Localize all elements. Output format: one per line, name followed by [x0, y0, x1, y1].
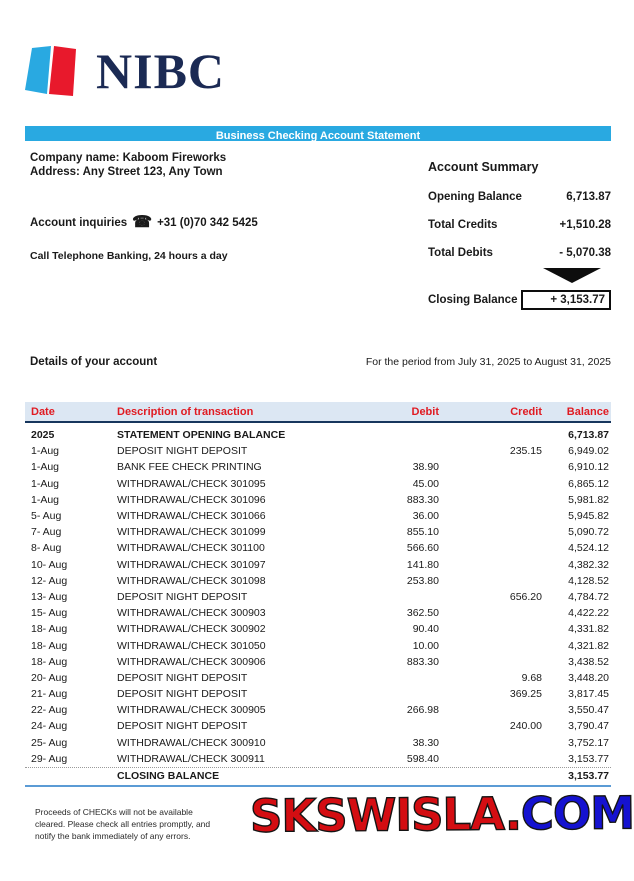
cell-description: DEPOSIT NIGHT DEPOSIT [117, 590, 248, 603]
opening-balance-value: 6,713.87 [566, 191, 611, 203]
cell-description: WITHDRAWAL/CHECK 301100 [117, 542, 265, 555]
cell-description: WITHDRAWAL/CHECK 300903 [117, 607, 266, 620]
summary-row-closing [428, 290, 611, 310]
table-row [25, 670, 611, 686]
table-row [25, 751, 611, 767]
cell-debit: 38.30 [412, 736, 439, 749]
closing-balance-value: + 3,153.77 [521, 290, 611, 310]
cell-debit: 566.60 [406, 542, 439, 555]
table-row [25, 443, 611, 459]
cell-debit: 266.98 [406, 704, 439, 717]
cell-credit: 656.20 [509, 590, 542, 603]
cell-balance: 3,817.45 [568, 688, 609, 701]
account-summary [428, 160, 611, 306]
cell-debit: 883.30 [406, 493, 439, 506]
cell-description: STATEMENT OPENING BALANCE [117, 429, 286, 442]
details-heading-row [30, 356, 611, 368]
opening-balance-label: Opening Balance [428, 191, 522, 203]
table-row [25, 735, 611, 751]
cell-debit: 10.00 [412, 639, 439, 652]
cell-date: 22- Aug [31, 704, 68, 717]
table-row [25, 637, 611, 653]
cell-date: 8- Aug [31, 542, 62, 555]
statement-period: For the period from July 31, 2025 to August 31, 2025 [365, 356, 611, 368]
total-debits-label: Total Debits [428, 247, 493, 259]
cell-date: 18- Aug [31, 655, 68, 668]
cell-date: 1-Aug [31, 445, 60, 458]
cell-debit: 598.40 [406, 752, 439, 765]
table-row [25, 524, 611, 540]
cell-balance: 5,090.72 [568, 526, 609, 539]
cell-description: BANK FEE CHECK PRINTING [117, 461, 262, 474]
cell-description: WITHDRAWAL/CHECK 301095 [117, 477, 266, 490]
cell-balance: 3,438.52 [568, 655, 609, 668]
cell-balance: 5,945.82 [568, 510, 609, 523]
cell-debit: 90.40 [412, 623, 439, 636]
cell-balance: 4,321.82 [568, 639, 609, 652]
cell-balance: 4,524.12 [568, 542, 609, 555]
cell-balance: 3,790.47 [568, 720, 609, 733]
disclaimer-line-1: Proceeds of CHECKs will not be available [35, 807, 193, 817]
bank-logo [20, 44, 225, 98]
closing-balance-label: Closing Balance [428, 294, 518, 306]
cell-description: WITHDRAWAL/CHECK 301050 [117, 639, 266, 652]
table-row [25, 557, 611, 573]
table-row [25, 573, 611, 589]
table-row [25, 508, 611, 524]
cell-description: DEPOSIT NIGHT DEPOSIT [117, 445, 248, 458]
cell-balance: 6,949.02 [568, 445, 609, 458]
cell-balance: 3,448.20 [568, 671, 609, 684]
cell-date: 18- Aug [31, 639, 68, 652]
cell-balance: 6,910.12 [568, 461, 609, 474]
account-inquiries [30, 214, 258, 231]
cell-balance: 4,382.32 [568, 558, 609, 571]
statement-title-banner [25, 126, 611, 141]
cell-balance: 6,713.87 [568, 429, 609, 442]
cell-date: 29- Aug [31, 752, 68, 765]
cell-description: WITHDRAWAL/CHECK 301096 [117, 493, 266, 506]
cell-description: WITHDRAWAL/CHECK 300911 [117, 752, 265, 765]
cell-balance: 3,550.47 [568, 704, 609, 717]
cell-debit: 36.00 [412, 510, 439, 523]
table-row [25, 492, 611, 508]
cell-description: DEPOSIT NIGHT DEPOSIT [117, 720, 248, 733]
table-row [25, 686, 611, 702]
cell-date: 5- Aug [31, 510, 62, 523]
summary-row-opening [428, 191, 611, 203]
transactions-table [25, 402, 611, 787]
table-row [25, 459, 611, 475]
disclaimer-line-2: cleared. Please check all entries promptly, and [35, 819, 211, 829]
summary-arrow-down-icon [543, 268, 601, 283]
cell-debit: 253.80 [406, 574, 439, 587]
cell-description: DEPOSIT NIGHT DEPOSIT [117, 671, 248, 684]
cell-description: WITHDRAWAL/CHECK 301097 [117, 558, 266, 571]
cell-date: 2025 [31, 429, 55, 442]
cell-debit: 362.50 [406, 607, 439, 620]
cell-debit: 45.00 [412, 477, 439, 490]
cell-date: 7- Aug [31, 526, 62, 539]
cell-date: 1-Aug [31, 461, 60, 474]
details-title: Details of your account [30, 356, 158, 368]
table-row [25, 767, 611, 783]
table-row [25, 589, 611, 605]
cell-credit: 235.15 [509, 445, 542, 458]
watermark-red-text: SKSWISLA. [249, 787, 522, 843]
table-row [25, 540, 611, 556]
company-name-line: Company name: Kaboom Fireworks [30, 152, 227, 164]
header-date: Date [31, 405, 55, 418]
total-credits-value: +1,510.28 [559, 219, 611, 231]
telephone-banking-line: Call Telephone Banking, 24 hours a day [30, 250, 228, 262]
cell-date: 20- Aug [31, 671, 68, 684]
header-description: Description of transaction [117, 405, 254, 418]
cell-debit: 855.10 [406, 526, 439, 539]
summary-title: Account Summary [428, 160, 539, 174]
cell-balance: 6,865.12 [568, 477, 609, 490]
phone-icon: ☎ [132, 214, 153, 231]
watermark-blue-text: COM [520, 786, 634, 841]
cell-balance: 4,422.22 [568, 607, 609, 620]
watermark [250, 786, 634, 842]
cell-date: 15- Aug [31, 607, 68, 620]
header-credit: Credit [510, 405, 542, 418]
cell-description: WITHDRAWAL/CHECK 300905 [117, 704, 266, 717]
cell-credit: 240.00 [509, 720, 542, 733]
cell-date: 24- Aug [31, 720, 68, 733]
cell-debit: 141.80 [406, 558, 439, 571]
summary-row-debits [428, 247, 611, 259]
cell-date: 10- Aug [31, 558, 68, 571]
cell-balance: 4,784.72 [568, 590, 609, 603]
cell-date: 12- Aug [31, 574, 68, 587]
total-debits-value: - 5,070.38 [559, 247, 611, 259]
inquiries-label: Account inquiries [30, 217, 128, 229]
cell-debit: 883.30 [406, 655, 439, 668]
table-row [25, 654, 611, 670]
cell-balance: 4,331.82 [568, 623, 609, 636]
table-row [25, 427, 611, 443]
cell-debit: 38.90 [412, 461, 439, 474]
cell-description: CLOSING BALANCE [117, 769, 220, 782]
cell-description: WITHDRAWAL/CHECK 301099 [117, 526, 266, 539]
table-body [25, 423, 611, 787]
cell-description: WITHDRAWAL/CHECK 300906 [117, 655, 266, 668]
total-credits-label: Total Credits [428, 219, 498, 231]
phone-number: +31 (0)70 342 5425 [157, 217, 258, 229]
cell-credit: 369.25 [509, 688, 542, 701]
cell-balance: 3,153.77 [568, 769, 609, 782]
statement-title: Business Checking Account Statement [215, 130, 421, 142]
cell-description: WITHDRAWAL/CHECK 301098 [117, 574, 266, 587]
table-row [25, 718, 611, 734]
cell-balance: 3,752.17 [568, 736, 609, 749]
company-address-line: Address: Any Street 123, Any Town [30, 166, 223, 178]
cell-balance: 4,128.52 [568, 574, 609, 587]
cell-date: 1-Aug [31, 493, 60, 506]
cell-description: WITHDRAWAL/CHECK 301066 [117, 510, 266, 523]
cell-date: 18- Aug [31, 623, 68, 636]
header-debit: Debit [411, 405, 439, 418]
table-row [25, 702, 611, 718]
cell-date: 21- Aug [31, 688, 68, 701]
cell-credit: 9.68 [521, 671, 542, 684]
table-row [25, 605, 611, 621]
cell-balance: 5,981.82 [568, 493, 609, 506]
cell-date: 25- Aug [31, 736, 68, 749]
summary-row-credits [428, 219, 611, 231]
table-row [25, 621, 611, 637]
cell-description: WITHDRAWAL/CHECK 300902 [117, 623, 266, 636]
table-header-row [25, 402, 611, 423]
nibc-logo-icon [20, 44, 84, 98]
bank-name: NIBC [96, 43, 226, 99]
cell-date: 13- Aug [31, 590, 68, 603]
cell-description: DEPOSIT NIGHT DEPOSIT [117, 688, 248, 701]
table-row [25, 476, 611, 492]
cell-balance: 3,153.77 [568, 752, 609, 765]
cell-description: WITHDRAWAL/CHECK 300910 [117, 736, 266, 749]
header-balance: Balance [566, 405, 609, 418]
company-info [30, 151, 226, 179]
cell-date: 1-Aug [31, 477, 60, 490]
footer-disclaimer [35, 806, 210, 842]
disclaimer-line-3: notify the bank immediately of any errors. [35, 831, 191, 841]
